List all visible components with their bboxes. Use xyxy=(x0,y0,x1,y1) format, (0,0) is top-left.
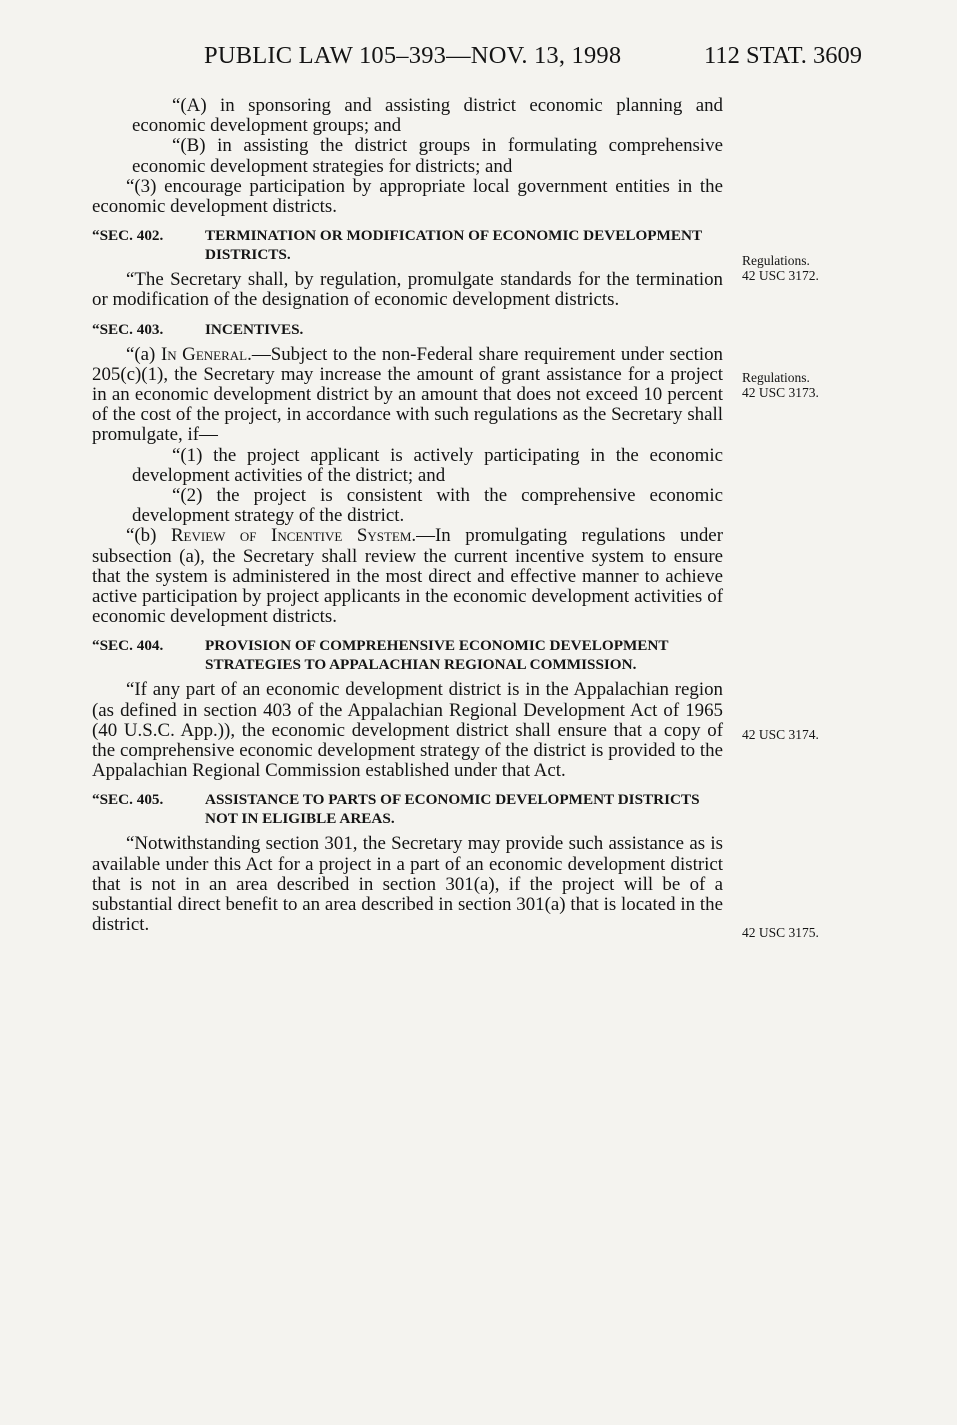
margin-note-402-label: Regulations. xyxy=(742,253,810,268)
clause-a: “(A) in sponsoring and assisting district economic planning and economic development groups; and xyxy=(132,95,723,137)
section-402-title: TERMINATION OR MODIFICATION OF ECONOMIC DEVELOPMENT DISTRICTS. xyxy=(205,227,702,264)
margin-note-403-label: Regulations. xyxy=(742,370,810,385)
section-404-title: PROVISION OF COMPREHENSIVE ECONOMIC DEVELOPMENT STRATEGIES TO APPALACHIAN REGIONAL COMMISSION. xyxy=(205,637,669,674)
section-404-number: “SEC. 404. xyxy=(92,637,164,655)
margin-note-405 xyxy=(742,925,819,940)
section-403-title: INCENTIVES. xyxy=(205,320,304,338)
margin-note-404 xyxy=(742,727,819,742)
margin-note-403-cite: 42 USC 3173. xyxy=(742,385,819,400)
section-405-number: “SEC. 405. xyxy=(92,791,164,809)
running-header-right: 112 STAT. 3609 xyxy=(704,42,862,69)
section-402-number: “SEC. 402. xyxy=(92,227,164,245)
section-404-body: “If any part of an economic development district is in the Appalachian region (as defined in section 403 of the Appalachian Regional Development Act of 1965 (40 U.S.C. App.)), the economic development district shall ensure that a copy of the comprehensive economic development strategy of the district is provided to the Appalachian Regional Commission established under that Act. xyxy=(92,679,723,782)
section-402-heading xyxy=(92,226,723,264)
document-body xyxy=(92,96,723,936)
paragraph-3: “(3) encourage participation by appropriate local government entities in the economic development districts. xyxy=(92,175,723,218)
section-405-body: “Notwithstanding section 301, the Secretary may provide such assistance as is available under this Act for a project in a part of an economic development district that is not in an area described in section 301(a), if the project will be of a substantial direct benefit to an area described in section 301(a) that is located in the district. xyxy=(92,833,723,936)
clause-b: “(B) in assisting the district groups in formulating comprehensive economic development strategies for districts; and xyxy=(132,135,723,177)
margin-note-402-cite: 42 USC 3172. xyxy=(742,268,819,283)
running-header-left: PUBLIC LAW 105–393—NOV. 13, 1998 xyxy=(204,42,622,69)
section-402-body: “The Secretary shall, by regulation, promulgate standards for the termination or modification of the designation of economic development districts. xyxy=(92,269,723,311)
section-405-heading xyxy=(92,790,723,828)
subsection-403b-marker: “(b) xyxy=(126,525,157,547)
margin-note-402 xyxy=(742,253,819,283)
subsection-403a-heading: In General xyxy=(160,343,248,365)
paragraph-403a-1: “(1) the project applicant is actively participating in the economic development activities of the district; and xyxy=(132,444,723,486)
margin-note-404-cite: 42 USC 3174. xyxy=(742,727,819,742)
subsection-403a xyxy=(92,345,723,446)
section-405-title: ASSISTANCE TO PARTS OF ECONOMIC DEVELOPMENT DISTRICTS NOT IN ELIGIBLE AREAS. xyxy=(205,791,700,828)
subsection-403b xyxy=(92,526,723,627)
paragraph-403a-2: “(2) the project is consistent with the comprehensive economic development strategy of the district. xyxy=(132,485,723,527)
subsection-403b-body: .—In promulgating regulations under subsection (a), the Secretary shall review the current incentive system to ensure that the system is administered in the most direct and effective manner to achieve active participation by project applicants in the economic development activities of economic development districts. xyxy=(92,525,723,628)
section-404-heading xyxy=(92,636,723,674)
subsection-403b-heading: Review of Incentive System xyxy=(170,525,412,547)
section-403-heading xyxy=(92,320,723,339)
margin-note-403 xyxy=(742,370,819,400)
subsection-403a-body: .—Subject to the non-Federal share requirement under section 205(c)(1), the Secretary may increase the amount of grant assistance for a project in an economic development district by an amount that does not exceed 10 percent of the cost of the project, in accordance with such regulations as the Secretary shall promulgate, if— xyxy=(92,343,723,446)
margin-note-405-cite: 42 USC 3175. xyxy=(742,925,819,940)
subsection-403a-marker: “(a) xyxy=(126,343,156,365)
section-403-number: “SEC. 403. xyxy=(92,320,164,338)
